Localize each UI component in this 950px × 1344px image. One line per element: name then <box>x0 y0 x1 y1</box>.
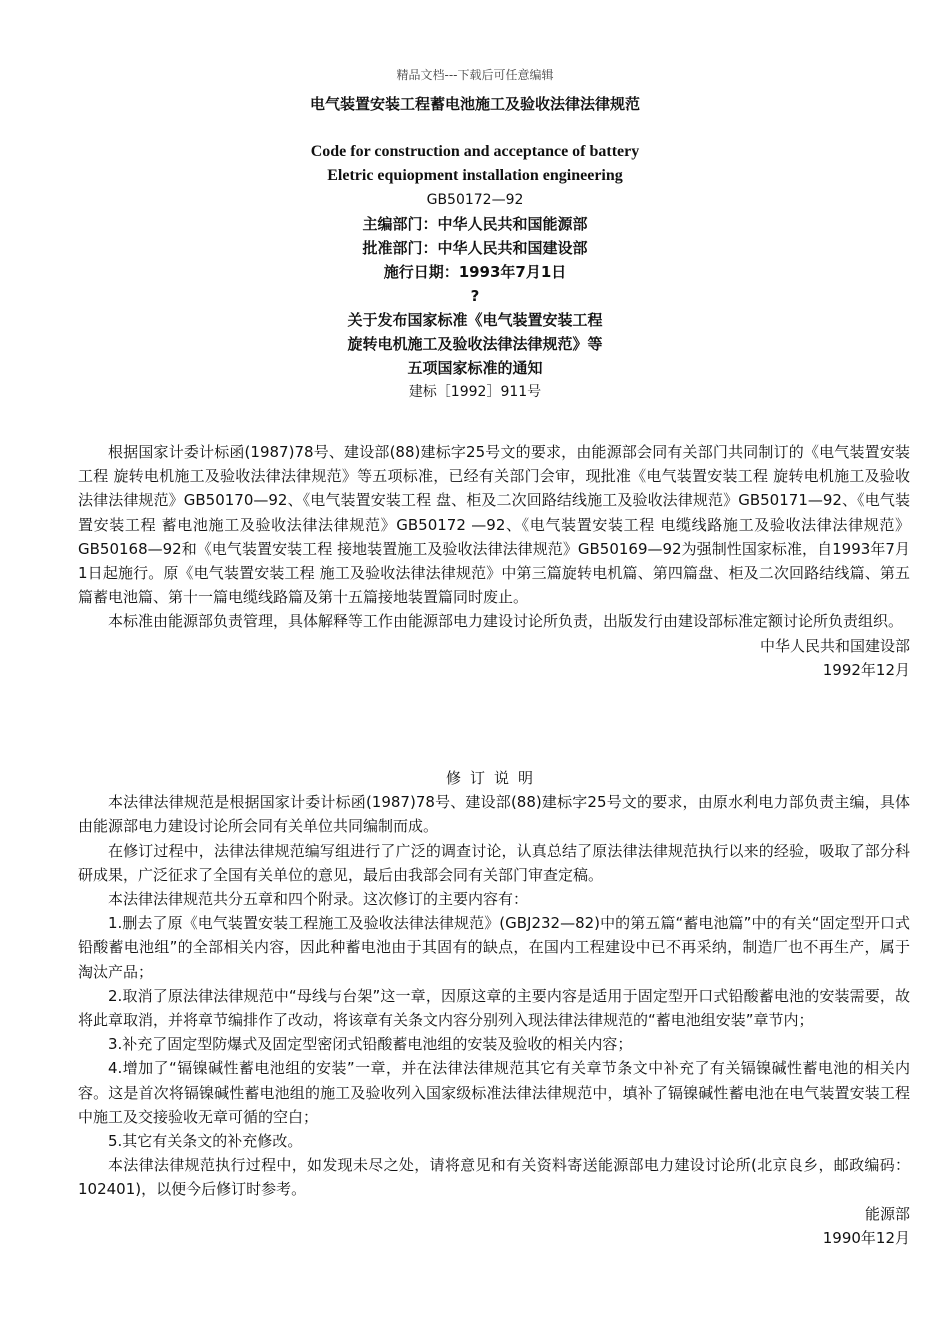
notice-body <box>78 440 910 682</box>
header-note: 精品文档---下载后可任意编辑 <box>396 68 554 82</box>
notice-paragraph: 本标准由能源部负责管理，具体解释等工作由能源部电力建设讨论所负责，出版发行由建设部标准定额讨论所负责组织。 <box>108 612 904 631</box>
revision-heading: 修订说明 <box>445 769 542 787</box>
revision-list-item: 3.补充了固定型防爆式及固定型密闭式铅酸蓄电池组的安装及验收的相关内容； <box>108 1035 633 1054</box>
notice-signer: 中华人民共和国建设部 <box>759 636 910 655</box>
revision-paragraph: 本法律法律规范共分五章和四个附录。这次修订的主要内容有： <box>108 890 529 909</box>
revision-notes <box>78 766 910 1250</box>
notice-number: 建标［1992］911号 <box>408 384 542 400</box>
notice-title-line3: 五项国家标准的通知 <box>407 359 543 377</box>
approval-department: 批准部门：中华人民共和国建设部 <box>362 239 588 257</box>
notice-title-line2: 旋转电机施工及验收法律法律规范》等 <box>347 335 603 353</box>
revision-list-item: 5.其它有关条文的补充修改。 <box>108 1132 303 1151</box>
notice-title-line1: 关于发布国家标准《电气装置安装工程 <box>347 311 603 329</box>
editor-department: 主编部门：中华人民共和国能源部 <box>362 215 588 233</box>
notice-date: 1992年12月 <box>822 660 910 679</box>
revision-list-item: 1.删去了原《电气装置安装工程施工及验收法律法律规范》(GBJ232—82)中的第五篇“蓄电池篇”中的有关“固定型开口式铅酸蓄电池组”的全部相关内容，因此种蓄电池由于其固有的缺点，在国内工程建设中已不再采纳，制造厂也不再生产，属于淘汰产品； <box>78 914 910 981</box>
revision-paragraph: 本法律法律规范执行过程中，如发现未尽之处，请将意见和有关资料寄送能源部电力建设讨论所(北京良乡，邮政编码：102401)，以便今后修订时参考。 <box>78 1156 910 1199</box>
revision-list-item: 2.取消了原法律法律规范中“母线与台架”这一章，因原这章的主要内容是适用于固定型开口式铅酸蓄电池的安装需要，故将此章取消，并将章节编排作了改动，将该章有关条文内容分别列入现法律法律规范的“蓄电池组安装”章节内； <box>78 986 910 1030</box>
revision-date: 1990年12月 <box>822 1228 910 1247</box>
standard-code: GB50172—92 <box>426 192 524 208</box>
revision-paragraph: 在修订过程中，法律法律规范编写组进行了广泛的调查讨论，认真总结了原法律法律规范执行以来的经验，吸取了部分科研成果，广泛征求了全国有关单位的意见，最后由我部会同有关部门审查定稿。 <box>78 841 910 884</box>
document-title: 电气装置安装工程蓄电池施工及验收法律法律规范 <box>309 95 640 113</box>
title-block <box>0 92 950 404</box>
revision-signer: 能源部 <box>864 1204 910 1223</box>
notice-paragraph: 根据国家计委计标函(1987)78号、建设部(88)建标字25号文的要求，由能源部会同有关部门共同制订的《电气装置安装工程 旋转电机施工及验收法律法律规范》等五项标准，已经有关部门会审，现批准《电气装置安装工程 旋转电机施工及验收法律法律规范》GB50170—92、《电气装置安装工程 盘、柜及二次回路结线施工及验收法律规范》GB50171—92、《电气装置安装工程 蓄电池施工及验收法律法律规范》GB50172 —92、《电气装置安装工程 电缆线路施工及验收法律法律规范》GB50168—92和《电气装置安装工程 接地装置施工及验收法律法律规范》GB50169—92为强制性国家标准，自1993年7月1日起施行。原《电气装置安装工程 施工及验收法律法律规范》中第三篇旋转电机篇、第四篇盘、柜及二次回路结线篇、第五篇蓄电池篇、第十一篇电缆线路篇及第十五篇接地装置篇同时废止。 <box>78 443 910 607</box>
english-title-line2: Eletric equiopment installation engineering <box>327 167 623 184</box>
english-title-line1: Code for construction and acceptance of battery <box>310 143 640 160</box>
effective-date: 施行日期：1993年7月1日 <box>383 263 567 281</box>
revision-paragraph: 本法律法律规范是根据国家计委计标函(1987)78号、建设部(88)建标字25号文的要求，由原水利电力部负责主编，具体由能源部电力建设讨论所会同有关单位共同编制而成。 <box>78 793 910 836</box>
question-mark: ? <box>470 287 480 305</box>
revision-list-item: 4.增加了“镉镍碱性蓄电池组的安装”一章，并在法律法律规范其它有关章节条文中补充了有关镉镍碱性蓄电池的相关内容。这是首次将镉镍碱性蓄电池组的施工及验收列入国家级标准法律法律规范中，填补了镉镍碱性蓄电池在电气装置安装工程中施工及交接验收无章可循的空白； <box>78 1059 910 1126</box>
